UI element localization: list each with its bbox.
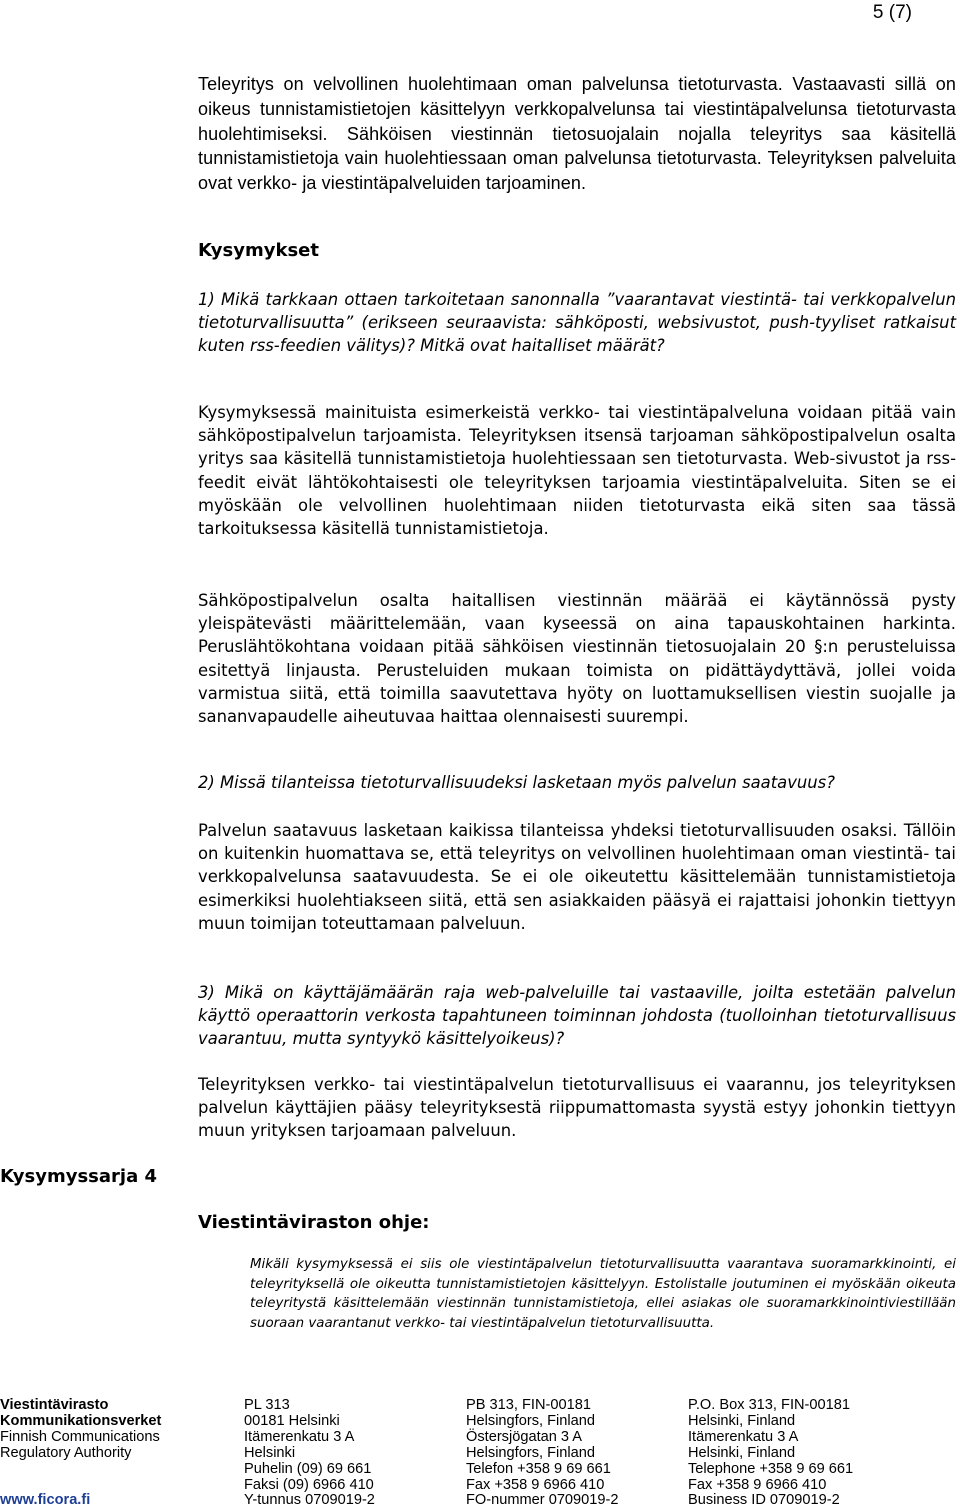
footer-line: FO-nummer 0709019-2: [466, 1492, 619, 1509]
footer-line: Helsinki: [244, 1444, 296, 1461]
footer-line: Itämerenkatu 3 A: [244, 1428, 355, 1445]
page-number: 5 (7): [872, 2, 912, 23]
footer-line: PB 313, FIN-00181: [466, 1397, 591, 1413]
footer-line: Fax +358 9 6966 410: [688, 1476, 827, 1493]
answer-1-paragraph-2: Sähköpostipalvelun osalta haitallisen viestinnän määrää ei käytännössä pysty yleispätevästi määrittelemään, vaan kyseessä on aina tapauskohtainen harkinta. Peruslähtökohtana voidaan pitää sähköisen viestinnän tietosuojalain 20 §:n perusteluissa esitettyä linjausta. Perusteluiden mukaan toimista on pidättäydyttävä, jollei voida varmistua siitä, että toimilla saavutettava hyöty on luottamuksellisen viestin suojalle ja sananvapaudelle aiheutuvaa haittaa olennaisesti suurempi.: [198, 591, 956, 727]
footer-line: Fax +358 9 6966 410: [466, 1476, 605, 1493]
footer-website-link[interactable]: www.ficora.fi: [0, 1492, 91, 1509]
footer-english-address: [688, 1398, 853, 1509]
question-1: 1) Mikä tarkkaan ottaen tarkoitetaan sanonnalla ”vaarantavat viestintä- tai verkkopalvelun tietoturvallisuutta” (erikseen seuraavista: sähköposti, websivustot, push-tyyliset ratkaisut kuten rss-feedien välitys)? Mitkä ovat haitalliset määrät?: [198, 290, 956, 356]
footer-line: Puhelin (09) 69 661: [244, 1460, 372, 1477]
footer-line: Helsingfors, Finland: [466, 1412, 595, 1429]
footer-org-name-en-1: Finnish Communications: [0, 1428, 160, 1445]
footer-line: 00181 Helsinki: [244, 1412, 340, 1429]
answer-3: Teleyrityksen verkko- tai viestintäpalvelun tietoturvallisuus ei vaarannu, jos teleyrityksen palvelun käyttäjien pääsy teleyrityksestä riippumattomasta syystä estyy johonkin tiettyyn muun yrityksen tarjoamaan palveluun.: [198, 1075, 956, 1141]
footer-org-name-sv: Kommunikationsverket: [0, 1412, 162, 1429]
footer-line: Östersjögatan 3 A: [466, 1428, 583, 1445]
footer-line: Faksi (09) 6966 410: [244, 1476, 374, 1493]
footer-swedish-address: [466, 1398, 619, 1509]
section-heading: Kysymykset: [198, 240, 319, 261]
footer-org-name-en-2: Regulatory Authority: [0, 1444, 132, 1461]
footer-org-column: [0, 1398, 161, 1509]
question-3: 3) Mikä on käyttäjämäärän raja web-palveluille tai vastaaville, joilta estetään palvelun käyttö operaattorin verkosta tapahtuneen toiminnan johdosta (tuolloinhan tietoturvallisuus vaarantuu, mutta syntyykö käsittelyoikeus)?: [198, 983, 956, 1049]
answer-2: Palvelun saatavuus lasketaan kaikissa tilanteissa yhdeksi tietoturvallisuuden osaksi. Tällöin on kuitenkin huomattava se, että teleyritys on velvollinen huolehtimaan oman viestintä- tai verkkopalvelunsa saatavuudesta. Se ei ole oikeutettu käsittelemään tunnistamistietoja esimerkiksi huolehtiakseen siitä, että sen asiakkaiden pääsyä ei rajattaisi johonkin tiettyyn muun toimijan toteuttamaan palveluun.: [198, 821, 956, 933]
footer-line: Y-tunnus 0709019-2: [244, 1492, 375, 1509]
footer-line: Helsinki, Finland: [688, 1412, 796, 1429]
footer-line: PL 313: [244, 1397, 290, 1413]
intro-paragraph: Teleyritys on velvollinen huolehtimaan oman palvelunsa tietoturvasta. Vastaavasti sillä on oikeus tunnistamistietojen käsittelyyn verkkopalvelunsa tai viestintäpalvelunsa tietoturvasta huolehtimiseksi. Sähköisen viestinnän tietosuojalain nojalla teleyritys saa käsitellä tunnistamistietoja vain huolehtiessaan oman palvelunsa tietoturvasta. Teleyrityksen palveluita ovat verkko- ja viestintäpalveluiden tarjoaminen.: [198, 74, 956, 194]
footer-line: Itämerenkatu 3 A: [688, 1428, 799, 1445]
guidance-text: Mikäli kysymyksessä ei siis ole viestintäpalvelun tietoturvallisuutta vaarantava suoramarkkinointi, ei teleyrityksellä ole oikeutta tunnistamistietojen käsittelyyn. Estolistalle joutuminen ei myöskään oikeuta teleyritystä käsittelemään viestinnän tunnistamistietoja, ellei asiakas ole suoramarkkinointiviestillään suoraan vaarantanut verkko- tai viestintäpalvelun tietoturvallisuutta.: [250, 1257, 956, 1331]
footer-finnish-address: [244, 1398, 375, 1509]
footer-line: Helsingfors, Finland: [466, 1444, 595, 1461]
footer-org-name-fi: Viestintävirasto: [0, 1397, 109, 1413]
footer-line: Helsinki, Finland: [688, 1444, 796, 1461]
footer-line: Telephone +358 9 69 661: [688, 1460, 854, 1477]
footer-line: Business ID 0709019-2: [688, 1492, 840, 1509]
guidance-heading: Viestintäviraston ohje:: [198, 1212, 430, 1233]
side-label: Kysymyssarja 4: [0, 1166, 158, 1187]
answer-1-paragraph-1: Kysymyksessä mainituista esimerkeistä verkko- tai viestintäpalveluna voidaan pitää vain sähköpostipalvelun tarjoamista. Teleyrityksen itsensä tarjoaman sähköpostipalvelun osalta yritys saa käsitellä tunnistamistietoja huolehtiessaan sen tietoturvasta. Web-sivustot ja rss-feedit eivät lähtökohtaisesti ole teleyrityksen tarjoamia viestintäpalveluita. Siten se ei myöskään ole velvollinen huolehtimaan niiden tietoturvasta eikä siten saa tässä tarkoituksessa käsitellä tunnistamistietoja.: [198, 403, 956, 539]
footer-line: P.O. Box 313, FIN-00181: [688, 1397, 850, 1413]
question-2: 2) Missä tilanteissa tietoturvallisuudeksi lasketaan myös palvelun saatavuus?: [198, 773, 835, 792]
footer-line: Telefon +358 9 69 661: [466, 1460, 611, 1477]
